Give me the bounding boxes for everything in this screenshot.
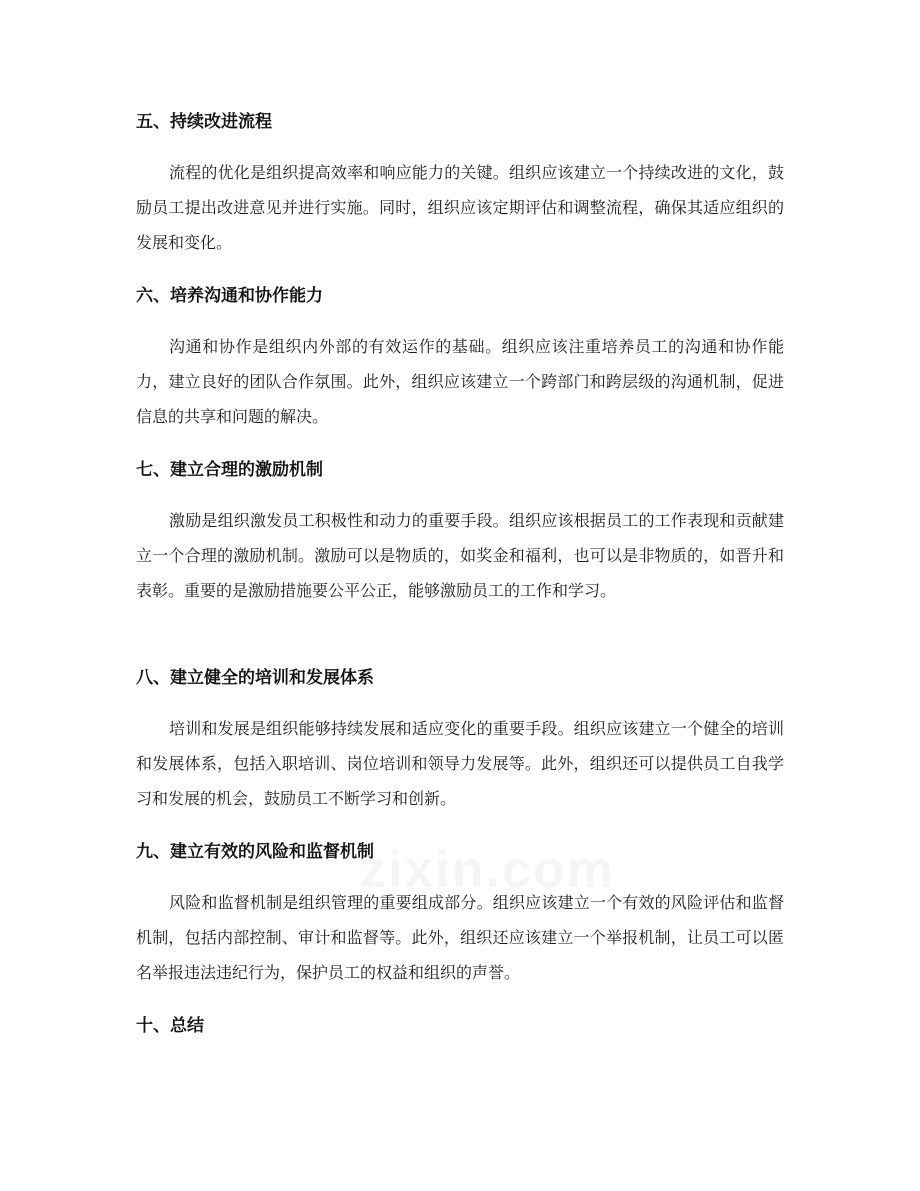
section-paragraph-6: 沟通和协作是组织内外部的有效运作的基础。组织应该注重培养员工的沟通和协作能力，建立良好的团队合作氛围。此外，组织应该建立一个跨部门和跨层级的沟通机制，促进信息的共享和问题的解决。 bbox=[136, 337, 784, 426]
section-heading-10: 十、总结 bbox=[136, 1016, 204, 1036]
section-paragraph-8: 培训和发展是组织能够持续发展和适应变化的重要手段。组织应该建立一个健全的培训和发展体系，包括入职培训、岗位培训和领导力发展等。此外，组织还可以提供员工自我学习和发展的机会，鼓励员工不断学习和创新。 bbox=[136, 719, 784, 808]
section-heading-6: 六、培养沟通和协作能力 bbox=[136, 286, 323, 306]
section-heading-8: 八、建立健全的培训和发展体系 bbox=[136, 668, 374, 688]
section-heading-7: 七、建立合理的激励机制 bbox=[136, 460, 323, 480]
section-heading-5: 五、持续改进流程 bbox=[136, 112, 272, 132]
section-heading-9: 九、建立有效的风险和监督机制 bbox=[136, 842, 374, 862]
section-paragraph-9: 风险和监督机制是组织管理的重要组成部分。组织应该建立一个有效的风险评估和监督机制，包括内部控制、审计和监督等。此外，组织还应该建立一个举报机制，让员工可以匿名举报违法违纪行为，保护员工的权益和组织的声誉。 bbox=[136, 893, 784, 982]
section-paragraph-7: 激励是组织激发员工积极性和动力的重要手段。组织应该根据员工的工作表现和贡献建立一个合理的激励机制。激励可以是物质的，如奖金和福利，也可以是非物质的，如晋升和表彰。重要的是激励措施要公平公正，能够激励员工的工作和学习。 bbox=[136, 511, 784, 600]
section-paragraph-5: 流程的优化是组织提高效率和响应能力的关键。组织应该建立一个持续改进的文化，鼓励员工提出改进意见并进行实施。同时，组织应该定期评估和调整流程，确保其适应组织的发展和变化。 bbox=[136, 163, 784, 252]
